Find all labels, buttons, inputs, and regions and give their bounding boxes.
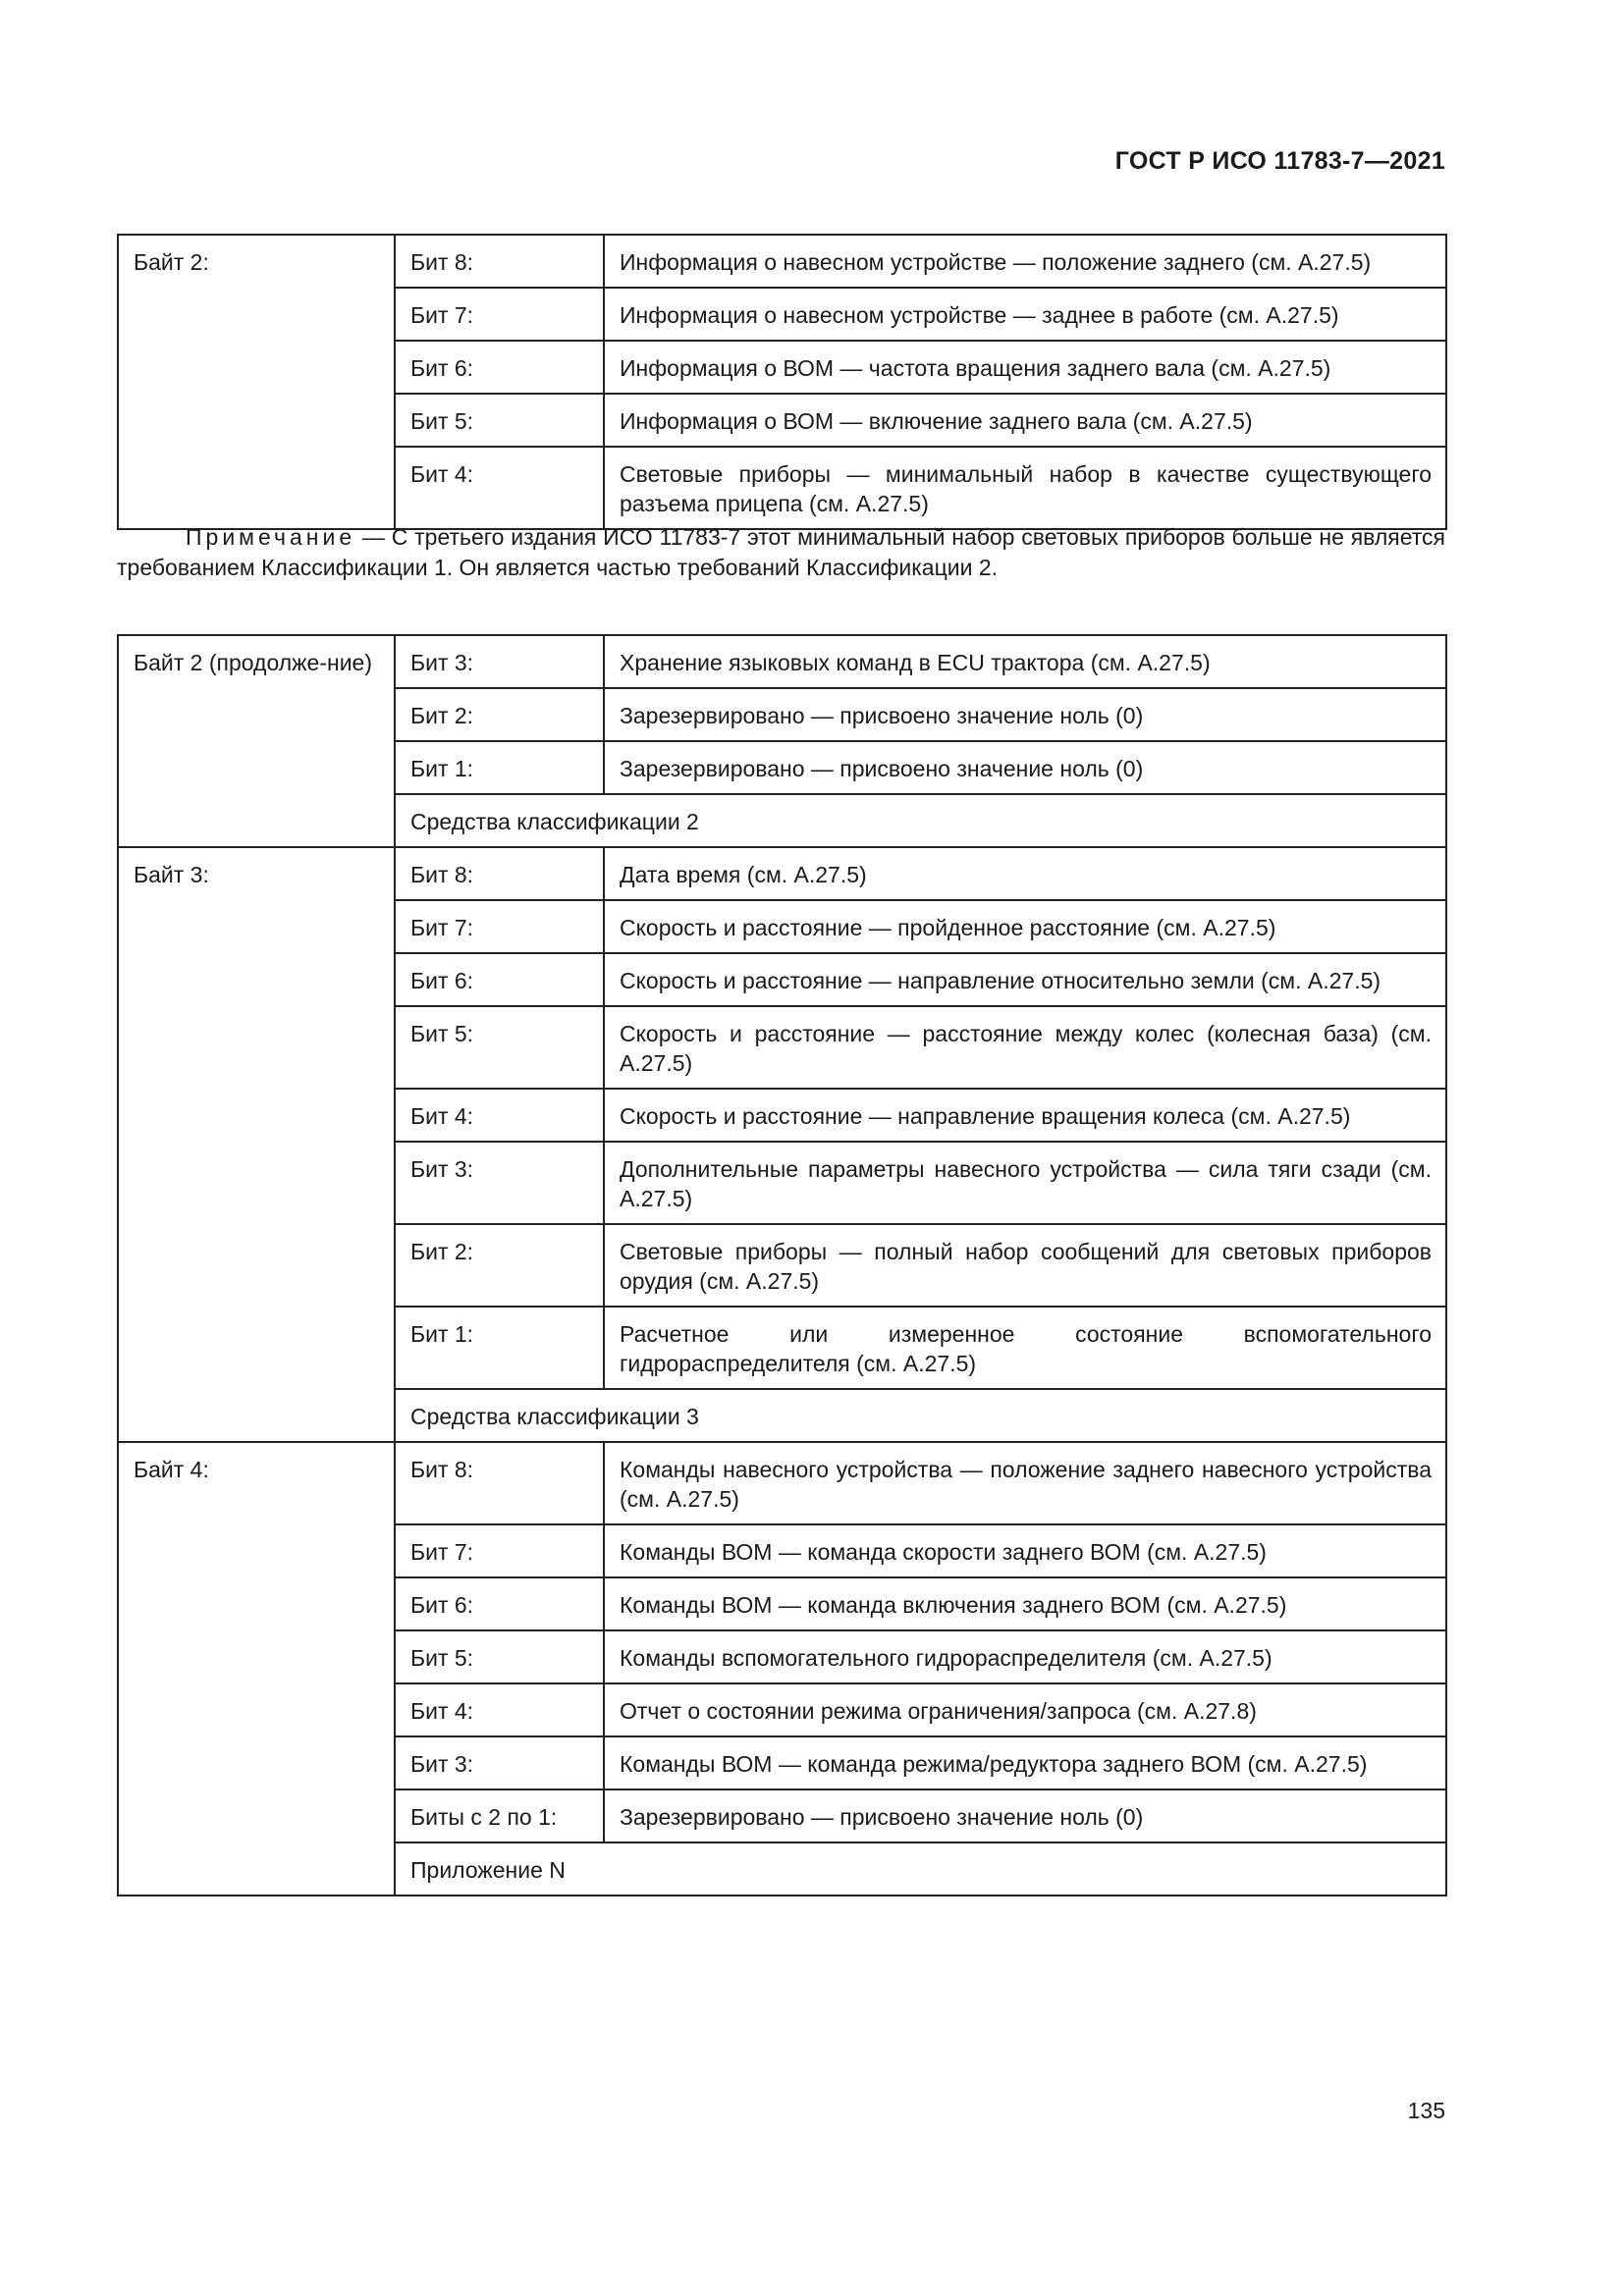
table-row [118, 235, 1446, 288]
byte-label: Байт 3: [118, 847, 395, 1442]
bit-label: Бит 8: [395, 847, 604, 900]
note-paragraph [117, 522, 1445, 583]
bit-label: Бит 1: [395, 1307, 604, 1389]
bit-description: Команды ВОМ — команда режима/редуктора заднего ВОМ (см. А.27.5) [604, 1736, 1446, 1789]
bit-description: Расчетное или измеренное состояние вспомогательного гидрораспределителя (см. А.27.5) [604, 1307, 1446, 1389]
bit-label: Бит 5: [395, 394, 604, 447]
bit-label: Биты с 2 по 1: [395, 1789, 604, 1842]
bit-label: Бит 2: [395, 688, 604, 741]
bit-description: Информация о навесном устройстве — заднее в работе (см. А.27.5) [604, 288, 1446, 341]
bit-table-2 [117, 634, 1447, 1896]
byte-label: Байт 4: [118, 1442, 395, 1896]
page-number: 135 [1407, 2098, 1445, 2123]
bit-label: Бит 7: [395, 288, 604, 341]
bit-description: Зарезервировано — присвоено значение ноль (0) [604, 741, 1446, 794]
bit-label: Бит 7: [395, 900, 604, 953]
bit-label: Бит 4: [395, 447, 604, 529]
byte-label: Байт 2 (продолже-ние) [118, 635, 395, 847]
bit-label: Бит 6: [395, 953, 604, 1006]
bit-description: Информация о ВОМ — включение заднего вала (см. А.27.5) [604, 394, 1446, 447]
classification-section-label: Средства классификации 2 [395, 794, 1446, 847]
bit-description: Дата время (см. А.27.5) [604, 847, 1446, 900]
bit-label: Бит 6: [395, 1577, 604, 1630]
bit-table-1 [117, 234, 1447, 530]
bit-description: Отчет о состоянии режима ограничения/запроса (см. А.27.8) [604, 1683, 1446, 1736]
bit-description: Дополнительные параметры навесного устройства — сила тяги сзади (см. А.27.5) [604, 1142, 1446, 1224]
bit-label: Бит 4: [395, 1683, 604, 1736]
note-text: — С третьего издания ИСО 11783-7 этот минимальный набор световых приборов больше не является требованием Классификации 1. Он является частью требований Классификации 2. [117, 524, 1445, 580]
bit-label: Бит 7: [395, 1524, 604, 1577]
bit-label: Бит 3: [395, 635, 604, 688]
bit-description: Хранение языковых команд в ECU трактора (см. А.27.5) [604, 635, 1446, 688]
bit-description: Команды вспомогательного гидрораспределителя (см. А.27.5) [604, 1630, 1446, 1683]
bit-description: Команды ВОМ — команда включения заднего ВОМ (см. А.27.5) [604, 1577, 1446, 1630]
bit-description: Скорость и расстояние — пройденное расстояние (см. А.27.5) [604, 900, 1446, 953]
bit-description: Скорость и расстояние — направление вращения колеса (см. А.27.5) [604, 1089, 1446, 1142]
bit-description: Световые приборы — полный набор сообщений для световых приборов орудия (см. А.27.5) [604, 1224, 1446, 1307]
bit-description: Команды ВОМ — команда скорости заднего ВОМ (см. А.27.5) [604, 1524, 1446, 1577]
bit-label: Бит 5: [395, 1006, 604, 1089]
bit-description: Информация о навесном устройстве — положение заднего (см. А.27.5) [604, 235, 1446, 288]
bit-label: Бит 6: [395, 341, 604, 394]
table-body [118, 635, 1446, 1896]
note-label: Примечание [186, 524, 356, 550]
bit-description: Команды навесного устройства — положение заднего навесного устройства (см. А.27.5) [604, 1442, 1446, 1524]
table-row [118, 847, 1446, 900]
bit-label: Бит 2: [395, 1224, 604, 1307]
table-row [118, 635, 1446, 688]
bit-description: Скорость и расстояние — расстояние между колес (колесная база) (см. А.27.5) [604, 1006, 1446, 1089]
bit-label: Бит 8: [395, 1442, 604, 1524]
bit-label: Бит 8: [395, 235, 604, 288]
bit-label: Бит 3: [395, 1736, 604, 1789]
document-code-header: ГОСТ Р ИСО 11783-7—2021 [1114, 147, 1445, 175]
bit-label: Бит 5: [395, 1630, 604, 1683]
bit-label: Бит 4: [395, 1089, 604, 1142]
classification-section-label: Приложение N [395, 1842, 1446, 1896]
bit-description: Световые приборы — минимальный набор в качестве существующего разъема прицепа (см. А.27.5) [604, 447, 1446, 529]
byte-label: Байт 2: [118, 235, 395, 529]
table-row [118, 1442, 1446, 1524]
bit-description: Информация о ВОМ — частота вращения заднего вала (см. А.27.5) [604, 341, 1446, 394]
table-body [118, 235, 1446, 529]
classification-section-label: Средства классификации 3 [395, 1389, 1446, 1442]
bit-description: Зарезервировано — присвоено значение ноль (0) [604, 1789, 1446, 1842]
bit-description: Скорость и расстояние — направление относительно земли (см. А.27.5) [604, 953, 1446, 1006]
bit-description: Зарезервировано — присвоено значение ноль (0) [604, 688, 1446, 741]
bit-label: Бит 1: [395, 741, 604, 794]
bit-label: Бит 3: [395, 1142, 604, 1224]
